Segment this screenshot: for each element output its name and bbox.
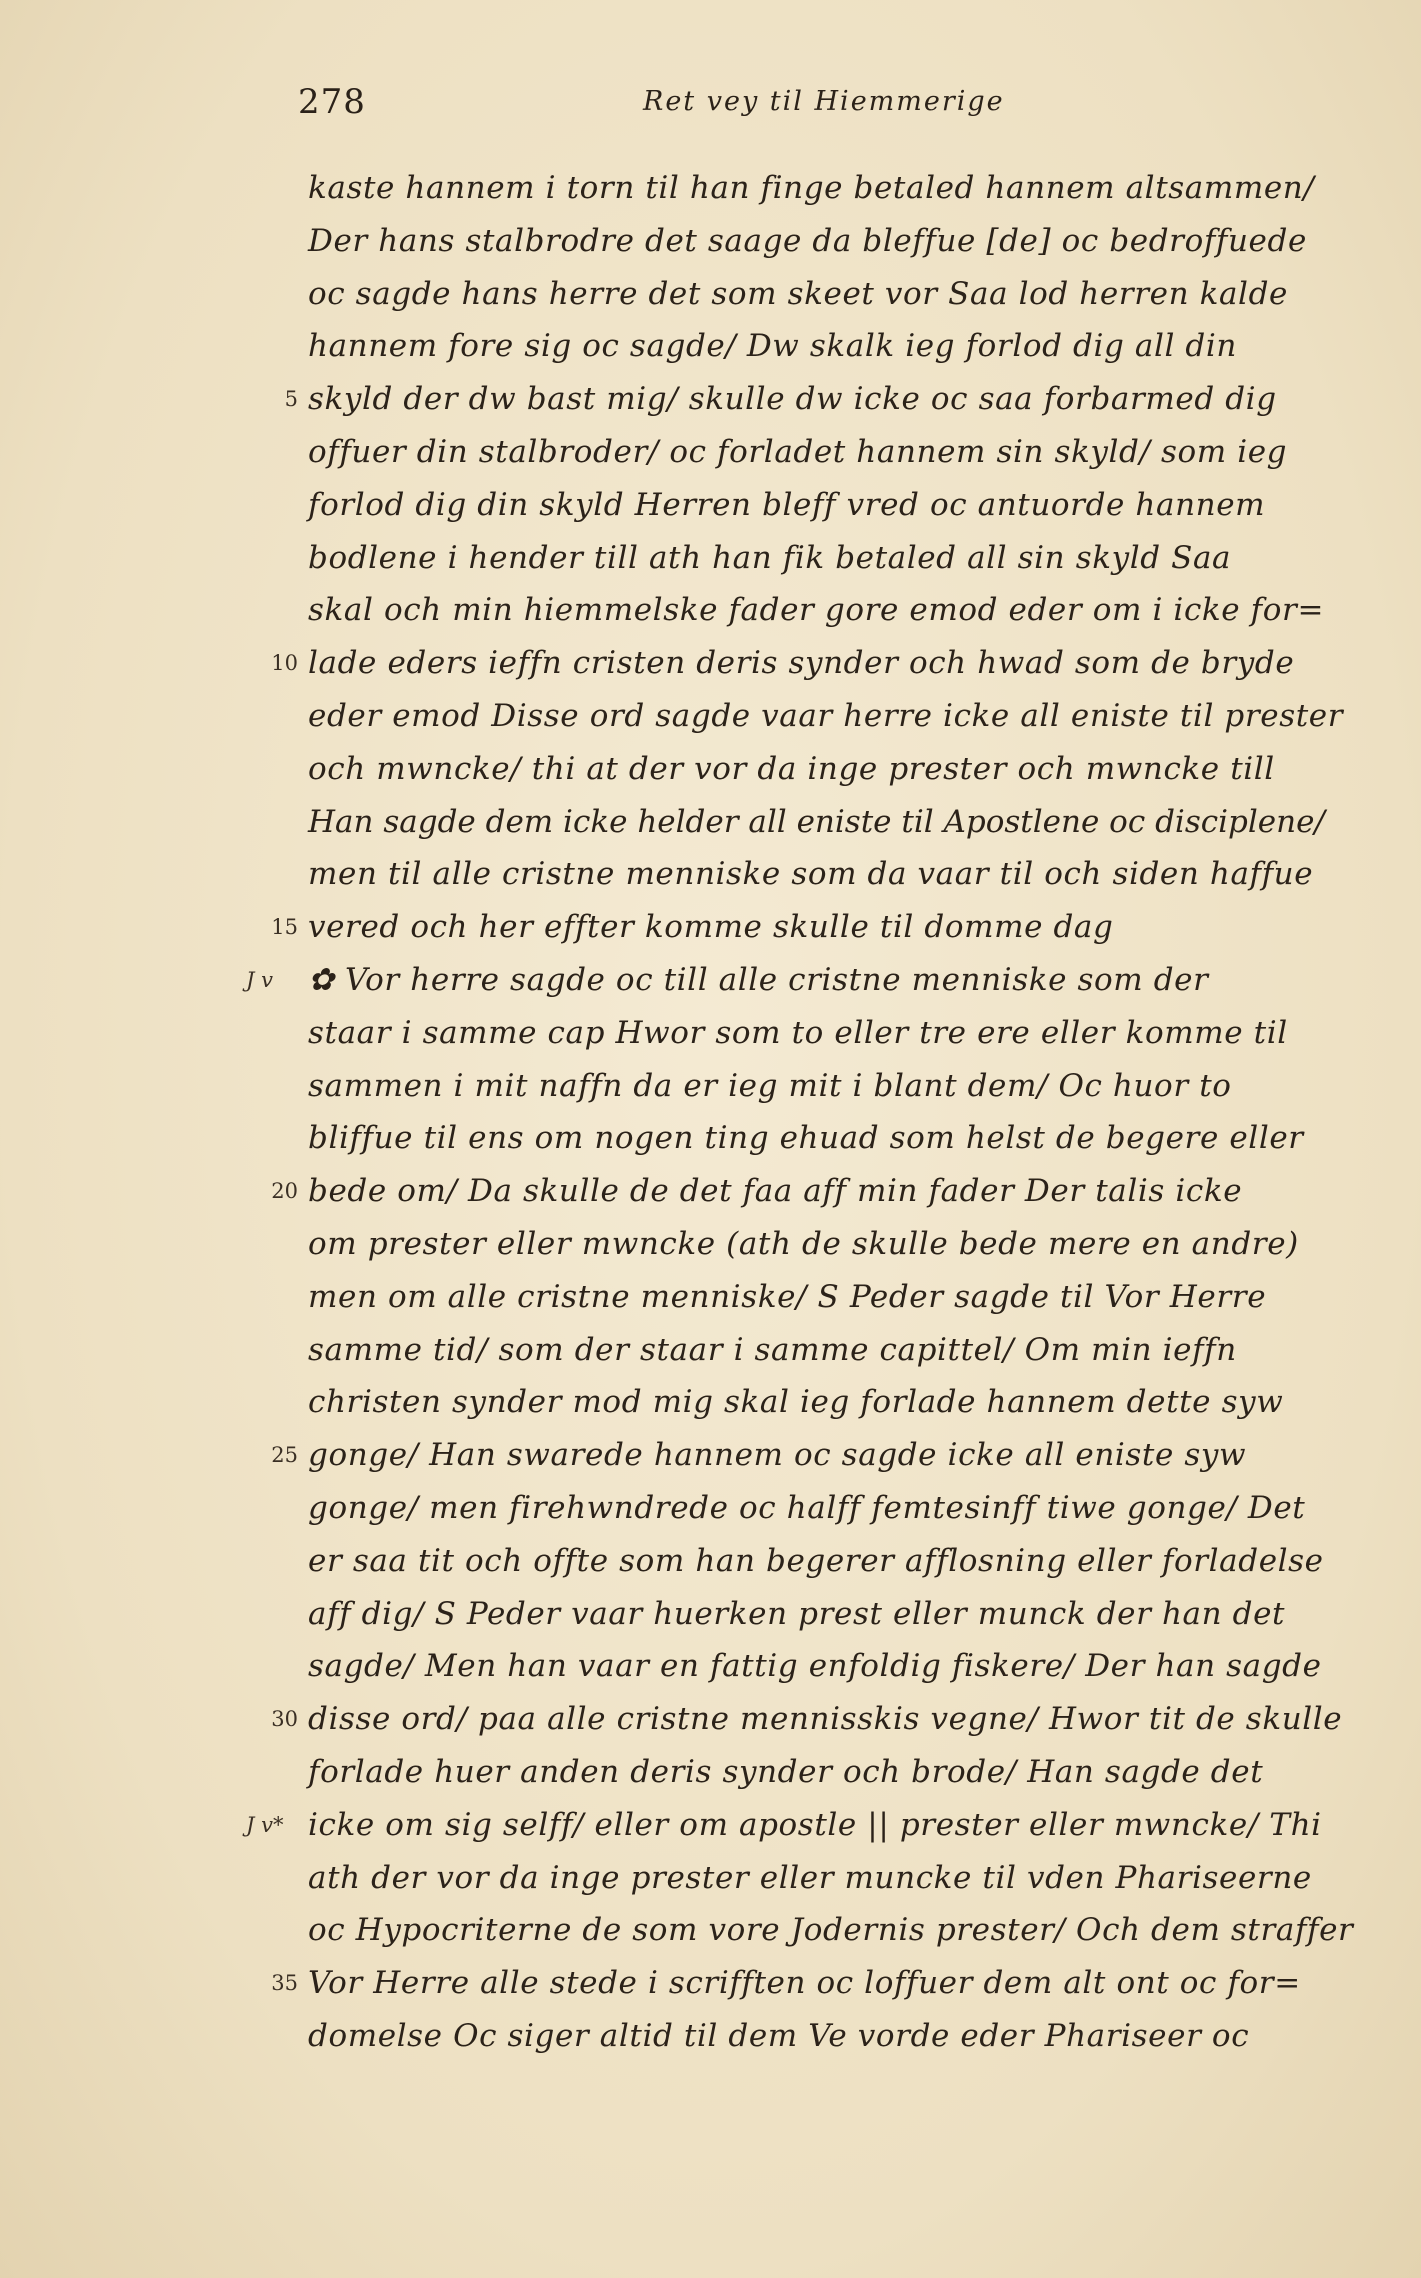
line-text: ath der vor da inge prester eller muncke til vden Phariseerne xyxy=(308,1859,1312,1896)
line-number: 35 xyxy=(271,1971,298,1996)
text-line xyxy=(0,322,1421,375)
page-number: 278 xyxy=(298,82,366,122)
line-text: aff dig/ S Peder vaar huerken prest eller munck der han det xyxy=(308,1595,1286,1632)
text-line xyxy=(0,1273,1421,1326)
line-text: staar i samme cap Hwor som to eller tre ere eller komme til xyxy=(308,1014,1288,1051)
text-line xyxy=(0,428,1421,481)
text-line xyxy=(0,586,1421,639)
text-line xyxy=(0,745,1421,798)
margin-reference: J v* xyxy=(246,1812,284,1837)
line-number: 15 xyxy=(271,915,298,940)
text-line xyxy=(0,639,1421,692)
text-line xyxy=(0,534,1421,587)
line-text: bede om/ Da skulle de det faa aff min fader Der talis icke xyxy=(308,1173,1243,1210)
line-text: lade eders ieffn cristen deris synder och hwad som de bryde xyxy=(308,645,1295,682)
text-line xyxy=(0,1854,1421,1907)
line-text: men til alle cristne menniske som da vaar til och siden haffue xyxy=(308,856,1314,893)
line-text: vered och her effter komme skulle til domme dag xyxy=(308,909,1114,946)
line-text: Der hans stalbrodre det saage da bleffue [de] oc bedroffuede xyxy=(308,222,1307,259)
line-text: skyld der dw bast mig/ skulle dw icke oc saa forbarmed dig xyxy=(308,381,1277,418)
line-text: forlod dig din skyld Herren bleff vred oc antuorde hannem xyxy=(308,486,1266,523)
text-line xyxy=(0,2012,1421,2065)
text-line xyxy=(0,1906,1421,1959)
line-number: 20 xyxy=(271,1179,298,1204)
text-line xyxy=(0,1114,1421,1167)
text-line xyxy=(0,217,1421,270)
line-number: 5 xyxy=(284,387,298,412)
text-line xyxy=(0,956,1421,1009)
line-number: 10 xyxy=(271,651,298,676)
line-text: om prester eller mwncke (ath de skulle bede mere en andre) xyxy=(308,1225,1299,1262)
text-line xyxy=(0,850,1421,903)
line-text: Vor Herre alle stede i scrifften oc loffuer dem alt ont oc for= xyxy=(308,1965,1301,2002)
line-text: samme tid/ som der staar i samme capittel/ Om min ieffn xyxy=(308,1331,1237,1368)
text-line xyxy=(0,1167,1421,1220)
text-line xyxy=(0,1009,1421,1062)
line-text: men om alle cristne menniske/ S Peder sagde til Vor Herre xyxy=(308,1278,1267,1315)
text-line xyxy=(0,903,1421,956)
line-text: oc sagde hans herre det som skeet vor Saa lod herren kalde xyxy=(308,275,1288,312)
text-line xyxy=(0,1431,1421,1484)
line-text: kaste hannem i torn til han finge betaled hannem altsammen/ xyxy=(308,170,1315,206)
page-header xyxy=(298,82,1018,128)
line-text: offuer din stalbroder/ oc forladet hannem sin skyld/ som ieg xyxy=(308,433,1288,470)
text-line xyxy=(0,1695,1421,1748)
text-line xyxy=(0,1378,1421,1431)
text-line xyxy=(0,1959,1421,2012)
line-text: icke om sig selff/ eller om apostle || prester eller mwncke/ Thi xyxy=(308,1806,1322,1843)
text-line xyxy=(0,375,1421,428)
text-line xyxy=(0,1537,1421,1590)
text-line xyxy=(0,798,1421,851)
line-text: eder emod Disse ord sagde vaar herre icke all eniste til prester xyxy=(308,697,1344,734)
line-text: domelse Oc siger altid til dem Ve vorde eder Phariseer oc xyxy=(308,2017,1250,2054)
text-line xyxy=(0,1590,1421,1643)
margin-reference: J v xyxy=(246,967,273,992)
line-text: sagde/ Men han vaar en fattig enfoldig fiskere/ Der han sagde xyxy=(308,1648,1322,1685)
line-text: sammen i mit naffn da er ieg mit i blant dem/ Oc huor to xyxy=(308,1067,1232,1104)
line-text: hannem fore sig oc sagde/ Dw skalk ieg forlod dig all din xyxy=(308,328,1237,365)
line-text: christen synder mod mig skal ieg forlade hannem dette syw xyxy=(308,1384,1284,1421)
line-text: oc Hypocriterne de som vore Jodernis prester/ Och dem straffer xyxy=(308,1912,1354,1949)
text-line xyxy=(0,1484,1421,1537)
line-text: gonge/ Han swarede hannem oc sagde icke all eniste syw xyxy=(308,1437,1247,1474)
line-text: och mwncke/ thi at der vor da inge prester och mwncke till xyxy=(308,750,1275,787)
line-text: bodlene i hender till ath han fik betaled all sin skyld Saa xyxy=(308,539,1232,576)
line-number: 25 xyxy=(271,1443,298,1468)
line-text: Han sagde dem icke helder all eniste til Apostlene oc disciplene/ xyxy=(308,803,1325,840)
text-body xyxy=(0,164,1421,2065)
line-text: bliffue til ens om nogen ting ehuad som helst de begere eller xyxy=(308,1120,1304,1157)
line-text: skal och min hiemmelske fader gore emod eder om i icke for= xyxy=(308,592,1325,629)
text-line xyxy=(0,1748,1421,1801)
running-head: Ret vey til Hiemmerige xyxy=(643,86,1005,117)
line-text: forlade huer anden deris synder och brode/ Han sagde det xyxy=(308,1753,1264,1790)
text-line xyxy=(0,1062,1421,1115)
text-line xyxy=(0,692,1421,745)
text-line xyxy=(0,270,1421,323)
line-text: er saa tit och offte som han begerer afflosning eller forladelse xyxy=(308,1542,1324,1579)
line-number: 30 xyxy=(271,1707,298,1732)
text-line xyxy=(0,164,1421,217)
line-text: disse ord/ paa alle cristne mennisskis vegne/ Hwor tit de skulle xyxy=(308,1701,1343,1738)
text-line xyxy=(0,1642,1421,1695)
text-line xyxy=(0,1801,1421,1854)
text-line xyxy=(0,1326,1421,1379)
text-line xyxy=(0,481,1421,534)
line-text: ✿ Vor herre sagde oc till alle cristne menniske som der xyxy=(308,961,1209,998)
line-text: gonge/ men firehwndrede oc halff femtesinff tiwe gonge/ Det xyxy=(308,1489,1306,1526)
text-line xyxy=(0,1220,1421,1273)
